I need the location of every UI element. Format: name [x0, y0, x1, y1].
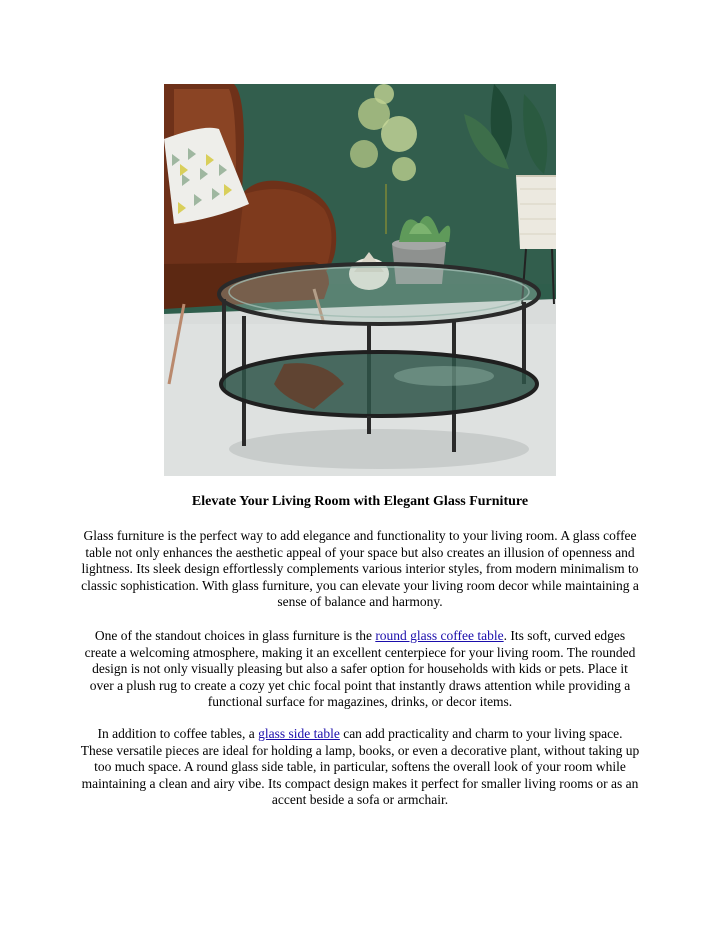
paragraph-text: One of the standout choices in glass furniture is the [94, 628, 376, 643]
paragraph-text: can add practicality and charm to your living space. These versatile pieces are ideal for holding a lamp, books, or even a decorative plant, without taking up too much space. A round glass side table, in particular, softens the overall look of your room while maintaining a clean and airy vibe. Its compact design makes it perfect for smaller living rooms or as an accent beside a sofa or armchair. [80, 726, 640, 808]
product-photo [164, 84, 556, 476]
paragraph-text: . Its soft, curved edges create a welcoming atmosphere, making it an excellent centerpiece for your living room. The rounded design is not only visually pleasing but also a safer option for households with kids or pets. Place it over a plush rug to create a cozy yet chic focal point that instantly draws attention while providing a functional surface for magazines, drinks, or decor items. [84, 628, 636, 710]
paragraph-round-coffee-table [80, 628, 640, 711]
paragraph-text: In addition to coffee tables, a [97, 726, 259, 741]
article-title: Elevate Your Living Room with Elegant Glass Furniture [191, 494, 529, 509]
glass-side-table-link[interactable]: glass side table [258, 726, 340, 741]
round-glass-coffee-table-link[interactable]: round glass coffee table [375, 628, 504, 643]
paragraph-intro: Glass furniture is the perfect way to add elegance and functionality to your living room. A glass coffee table not only enhances the aesthetic appeal of your space but also creates an illusion of openness and lightness. Its sleek design effortlessly complements various interior styles, from modern minimalism to classic sophistication. With glass furniture, you can elevate your living room decor while maintaining a sense of balance and harmony. [81, 528, 639, 610]
paragraph-side-table [80, 726, 640, 809]
